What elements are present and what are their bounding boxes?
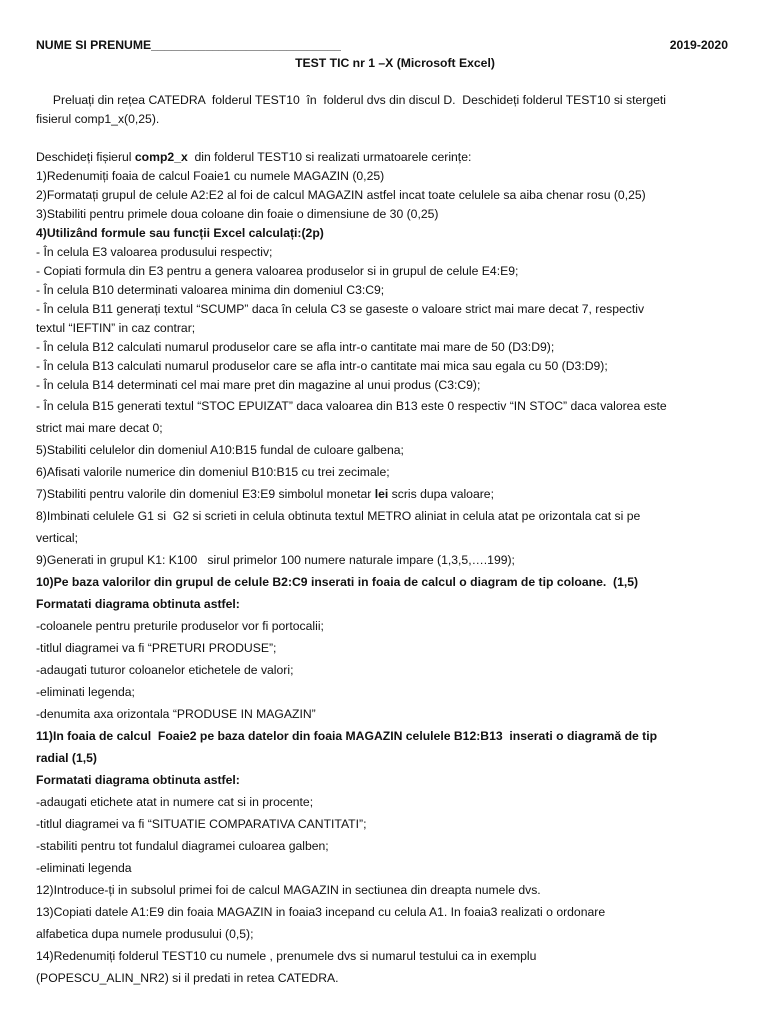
- text-run: -adaugati tuturor coloanelor etichetele de valori;: [36, 663, 294, 677]
- test-title: TEST TIC nr 1 –X (Microsoft Excel): [295, 56, 495, 70]
- text-run: - În celula B10 determinati valoarea minima din domeniul C3:C9;: [36, 283, 385, 297]
- text-run: - În celula B12 calculati numarul produselor care se afla intr-o cantitate mai mare de 50 (D3:D9);: [36, 340, 555, 354]
- spacer: [36, 129, 736, 148]
- text-run: -titlul diagramei va fi “PRETURI PRODUSE”;: [36, 641, 277, 655]
- text-run: -denumita axa orizontala “PRODUSE IN MAGAZIN”: [36, 707, 316, 721]
- document-line: [36, 725, 736, 747]
- document-line: [36, 376, 736, 395]
- text-run: - În celula E3 valoarea produsului respectiv;: [36, 245, 273, 259]
- intro-line: Preluați din rețea CATEDRA folderul TEST10 în folderul dvs din discul D. Deschideți folderul TEST10 si stergeti: [36, 93, 666, 107]
- document-line: [36, 593, 736, 615]
- text-run: - Copiati formula din E3 pentru a genera valoarea produselor si in grupul de celule E4:E9;: [36, 264, 519, 278]
- document-line: [36, 417, 736, 439]
- document-line: [36, 527, 736, 549]
- bold-text: 4)Utilizând formule sau funcții Excel calculați:(2p): [36, 226, 324, 240]
- document-line: [36, 681, 736, 703]
- bold-text: 11)In foaia de calcul Foaie2 pe baza datelor din foaia MAGAZIN celulele B12:B13 inserati o diagramă de tip: [36, 729, 658, 743]
- text-run: 9)Generati in grupul K1: K100 sirul primelor 100 numere naturale impare (1,3,5,….199);: [36, 553, 515, 567]
- document-line: [36, 224, 736, 243]
- document-line: [36, 357, 736, 376]
- document-line: [36, 262, 736, 281]
- text-run: 1)Redenumiți foaia de calcul Foaie1 cu numele MAGAZIN (0,25): [36, 169, 385, 183]
- document-line: [36, 338, 736, 357]
- document-page: [36, 38, 736, 989]
- document-header: [36, 38, 736, 56]
- document-line: [36, 901, 736, 923]
- document-line: [36, 243, 736, 262]
- text-run: -titlul diagramei va fi “SITUATIE COMPARATIVA CANTITATI”;: [36, 817, 367, 831]
- text-run: -eliminati legenda;: [36, 685, 135, 699]
- bold-text: 10)Pe baza valorilor din grupul de celule B2:C9 inserati in foaia de calcul o diagram de tip coloane. (1,5): [36, 575, 639, 589]
- document-line: [36, 186, 736, 205]
- text-run: textul “IEFTIN” in caz contrar;: [36, 321, 196, 335]
- text-run: -stabiliti pentru tot fundalul diagramei culoarea galben;: [36, 839, 329, 853]
- text-run: - În celula B14 determinati cel mai mare pret din magazine al unui produs (C3:C9);: [36, 378, 481, 392]
- document-line: [36, 857, 736, 879]
- text-run: (POPESCU_ALIN_NR2) si il predati in retea CATEDRA.: [36, 971, 339, 985]
- intro-paragraph: [36, 91, 736, 129]
- bold-text: Formatati diagrama obtinuta astfel:: [36, 597, 240, 611]
- document-line: [36, 461, 736, 483]
- text-run: 2)Formatați grupul de celule A2:E2 al foi de calcul MAGAZIN astfel incat toate celulele sa aiba chenar rosu (0,25): [36, 188, 646, 202]
- text-run: 12)Introduce-ți in subsolul primei foi de calcul MAGAZIN in sectiunea din dreapta numele dvs.: [36, 883, 541, 897]
- text-run: - În celula B15 generati textul “STOC EPUIZAT” daca valoarea din B13 este 0 respectiv “IN STOC” daca valorea este: [36, 399, 667, 413]
- text-run: 6)Afisati valorile numerice din domeniul B10:B15 cu trei zecimale;: [36, 465, 390, 479]
- document-line: [36, 205, 736, 224]
- text-run: vertical;: [36, 531, 78, 545]
- text-run: 5)Stabiliti celulelor din domeniul A10:B15 fundal de culoare galbena;: [36, 443, 404, 457]
- text-run: scris dupa valoare;: [388, 487, 494, 501]
- document-line: [36, 505, 736, 527]
- text-run: -adaugati etichete atat in numere cat si in procente;: [36, 795, 314, 809]
- document-line: [36, 281, 736, 300]
- text-run: din folderul TEST10 si realizati urmatoarele cerințe:: [187, 150, 472, 164]
- document-line: [36, 923, 736, 945]
- bold-text: lei: [374, 487, 389, 501]
- document-line: [36, 747, 736, 769]
- bold-text: radial (1,5): [36, 751, 97, 765]
- document-line: [36, 549, 736, 571]
- document-line: [36, 571, 736, 593]
- document-line: [36, 659, 736, 681]
- text-run: - În celula B13 calculati numarul produselor care se afla intr-o cantitate mai mica sau egala cu 50 (D3:D9);: [36, 359, 608, 373]
- document-line: [36, 879, 736, 901]
- document-line: [36, 167, 736, 186]
- document-line: [36, 967, 736, 989]
- document-line: [36, 439, 736, 461]
- document-line: [36, 703, 736, 725]
- document-line: [36, 615, 736, 637]
- text-run: alfabetica dupa numele produsului (0,5);: [36, 927, 254, 941]
- school-year: 2019-2020: [669, 38, 728, 52]
- requirements-list: [36, 148, 736, 989]
- document-line: [36, 791, 736, 813]
- text-run: 7)Stabiliti pentru valorile din domeniul E3:E9 simbolul monetar: [36, 487, 375, 501]
- bold-text: comp2_x: [134, 150, 188, 164]
- text-run: strict mai mare decat 0;: [36, 421, 163, 435]
- text-run: Deschideți fișierul: [36, 150, 135, 164]
- document-line: [36, 813, 736, 835]
- text-run: - În celula B11 generați textul “SCUMP” daca în celula C3 se gaseste o valoare strict mai mare decat 7, respectiv: [36, 302, 645, 316]
- name-field-label: NUME SI PRENUME____________________________: [36, 38, 341, 52]
- document-line: [36, 483, 736, 505]
- text-run: 3)Stabiliti pentru primele doua coloane din foaie o dimensiune de 30 (0,25): [36, 207, 439, 221]
- document-line: [36, 395, 736, 417]
- text-run: 8)Imbinati celulele G1 si G2 si scrieti in celula obtinuta textul METRO aliniat in celula atat pe orizontala cat si pe: [36, 509, 641, 523]
- document-line: [36, 300, 736, 319]
- document-line: [36, 319, 736, 338]
- document-line: [36, 945, 736, 967]
- text-run: 14)Redenumiți folderul TEST10 cu numele , prenumele dvs si numarul testului ca in exemplu: [36, 949, 537, 963]
- bold-text: Formatati diagrama obtinuta astfel:: [36, 773, 240, 787]
- text-run: -coloanele pentru preturile produselor vor fi portocalii;: [36, 619, 324, 633]
- document-line: [36, 637, 736, 659]
- document-line: [36, 769, 736, 791]
- document-line: [36, 148, 736, 167]
- document-line: [36, 835, 736, 857]
- text-run: -eliminati legenda: [36, 861, 132, 875]
- intro-line: fisierul comp1_x(0,25).: [36, 112, 160, 126]
- text-run: 13)Copiati datele A1:E9 din foaia MAGAZIN in foaia3 incepand cu celula A1. In foaia3 realizati o ordonare: [36, 905, 606, 919]
